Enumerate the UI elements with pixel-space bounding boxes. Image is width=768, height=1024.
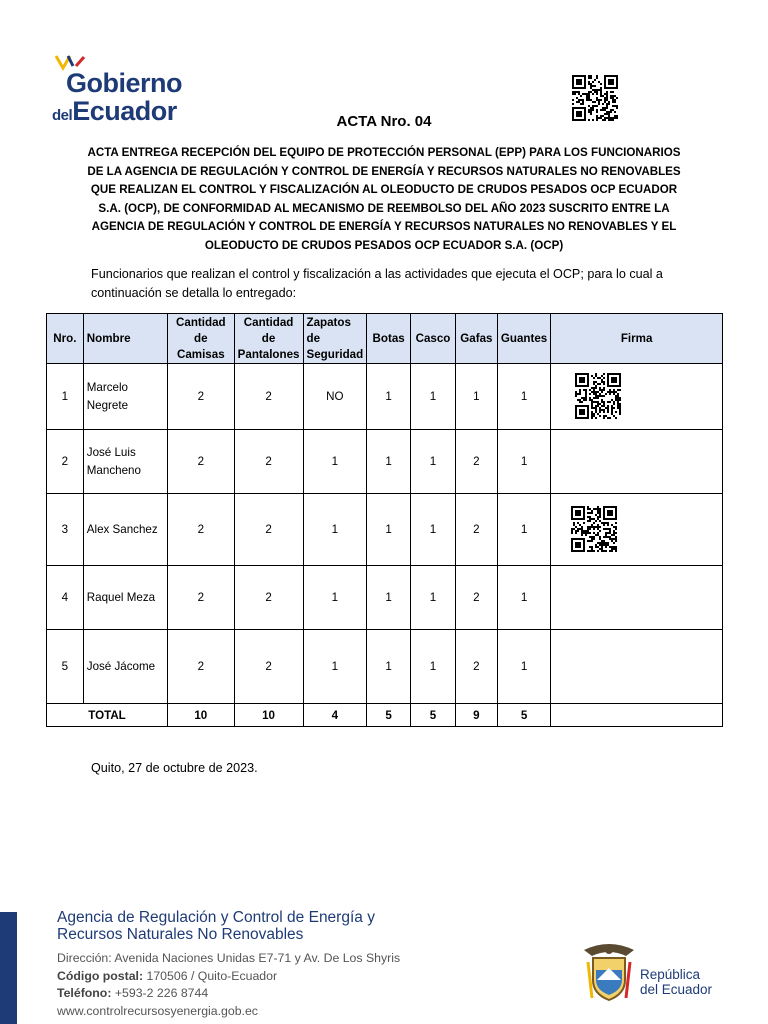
cell-botas: 1 xyxy=(367,566,411,630)
cell-nombre xyxy=(83,630,167,704)
cell-nro: 1 xyxy=(47,364,84,430)
nombre-line: José Luis xyxy=(86,445,136,459)
cell-casco: 1 xyxy=(411,566,456,630)
cell-zapatos: 1 xyxy=(303,566,367,630)
codigo-label: Código postal: xyxy=(57,968,144,983)
header-guantes: Guantes xyxy=(497,314,550,364)
cell-botas: 1 xyxy=(367,364,411,430)
cell-guantes: 1 xyxy=(497,494,550,566)
cell-nro: 3 xyxy=(47,494,84,566)
epp-table xyxy=(46,313,723,727)
cell-pantalones: 2 xyxy=(234,566,303,630)
agency-line1: Agencia de Regulación y Control de Energía y xyxy=(57,909,375,926)
signature-qr-icon xyxy=(575,373,621,421)
cell-zapatos: 1 xyxy=(303,630,367,704)
table-row xyxy=(47,494,723,566)
cell-botas: 1 xyxy=(367,430,411,494)
document-heading: ACTA ENTREGA RECEPCIÓN DEL EQUIPO DE PROTECCIÓN PERSONAL (EPP) PARA LOS FUNCIONARIOS DE LA AGENCIA DE REGULACIÓN Y CONTROL DE ENERGÍA Y RECURSOS NATURALES NO RENOVABLES QUE REALIZAN EL CONTROL Y FISCALIZACIÓN AL OLEODUCTO DE CRUDOS PESADOS OCP ECUADOR S.A. (OCP), DE CONFORMIDAD AL MECANISMO DE REEMBOLSO DEL AÑO 2023 SUSCRITO ENTRE LA AGENCIA DE REGULACIÓN Y CONTROL DE ENERGÍA Y RECURSOS NATURALES NO RENOVABLES Y EL OLEODUCTO DE CRUDOS PESADOS OCP ECUADOR S.A. (OCP) xyxy=(87,146,681,252)
cell-gafas: 1 xyxy=(455,364,497,430)
header-casco: Casco xyxy=(411,314,456,364)
cell-botas: 1 xyxy=(367,630,411,704)
total-label: TOTAL xyxy=(47,704,168,727)
table-row xyxy=(47,430,723,494)
cell-nombre xyxy=(83,566,167,630)
header-zapatos-l3: Seguridad xyxy=(306,347,364,361)
cell-guantes: 1 xyxy=(497,566,550,630)
logo-line2-big: Ecuador xyxy=(72,96,177,126)
cell-gafas: 2 xyxy=(455,494,497,566)
nombre-line: José Jácome xyxy=(86,659,156,673)
header-pantalones-l1: Cantidad xyxy=(243,315,294,329)
table-row xyxy=(47,364,723,430)
logo-line2-small: del xyxy=(52,107,73,124)
header-botas: Botas xyxy=(367,314,411,364)
cell-firma xyxy=(551,364,723,430)
header-camisas-l1: Cantidad xyxy=(176,315,226,329)
cell-camisas: 2 xyxy=(167,364,234,430)
telefono-value: +593-2 226 8744 xyxy=(111,986,209,1000)
table-row xyxy=(47,630,723,704)
cell-firma xyxy=(551,630,723,704)
header-pantalones xyxy=(234,314,303,364)
direccion: Dirección: Avenida Naciones Unidas E7-71 y Av. De Los Shyris xyxy=(57,951,401,965)
cell-firma xyxy=(551,430,723,494)
nombre-line: Negrete xyxy=(86,398,129,412)
coat-of-arms-icon xyxy=(580,940,638,1006)
total-firma xyxy=(551,704,723,727)
total-casco: 5 xyxy=(411,704,456,727)
codigo-postal xyxy=(57,968,400,986)
cell-camisas: 2 xyxy=(167,494,234,566)
contact-block xyxy=(57,950,400,1020)
republica-label xyxy=(640,967,712,997)
footer-bar xyxy=(0,912,17,1024)
nombre-line: Mancheno xyxy=(86,463,141,477)
nombre-line: Alex Sanchez xyxy=(86,522,158,536)
cell-nro: 5 xyxy=(47,630,84,704)
header-camisas-l3: Camisas xyxy=(176,347,225,361)
header-nombre: Nombre xyxy=(83,314,167,364)
cell-pantalones: 2 xyxy=(234,494,303,566)
nombre-line: Marcelo xyxy=(86,380,129,394)
header-zapatos-l1: Zapatos xyxy=(306,315,351,329)
cell-gafas: 2 xyxy=(455,566,497,630)
cell-casco: 1 xyxy=(411,630,456,704)
header-nro: Nro. xyxy=(47,314,84,364)
cell-gafas: 2 xyxy=(455,430,497,494)
header-zapatos-l2: de xyxy=(306,331,321,345)
cell-camisas: 2 xyxy=(167,566,234,630)
acta-title: ACTA Nro. 04 xyxy=(336,113,432,130)
cell-nombre xyxy=(83,364,167,430)
header-pantalones-l3: Pantalones xyxy=(237,347,300,361)
total-pantalones: 10 xyxy=(234,704,303,727)
republica-line2: del Ecuador xyxy=(640,982,713,997)
cell-guantes: 1 xyxy=(497,364,550,430)
cell-firma xyxy=(551,566,723,630)
cell-pantalones: 2 xyxy=(234,430,303,494)
cell-firma xyxy=(551,494,723,566)
cell-zapatos: 1 xyxy=(303,430,367,494)
logo-line1: Gobierno xyxy=(66,68,182,98)
total-botas: 5 xyxy=(367,704,411,727)
table-header-row xyxy=(47,314,723,364)
cell-guantes: 1 xyxy=(497,430,550,494)
cell-nombre xyxy=(83,494,167,566)
agency-name xyxy=(57,909,375,943)
intro-paragraph: Funcionarios que realizan el control y fiscalización a las actividades que ejecuta el OCP; para lo cual a continuación se detalla lo entregado: xyxy=(91,267,663,300)
total-guantes: 5 xyxy=(497,704,550,727)
header-firma: Firma xyxy=(551,314,723,364)
signature-qr-icon xyxy=(571,506,617,554)
header-pantalones-l2: de xyxy=(261,331,276,345)
telefono-label: Teléfono: xyxy=(57,986,112,1000)
cell-botas: 1 xyxy=(367,494,411,566)
cell-guantes: 1 xyxy=(497,630,550,704)
total-row xyxy=(47,704,723,727)
cell-nro: 2 xyxy=(47,430,84,494)
header-zapatos xyxy=(303,314,367,364)
header-camisas-l2: de xyxy=(194,331,208,345)
table-row xyxy=(47,566,723,630)
cell-zapatos: NO xyxy=(303,364,367,430)
cell-casco: 1 xyxy=(411,494,456,566)
republica-line1: República xyxy=(640,967,701,982)
cell-pantalones: 2 xyxy=(234,630,303,704)
total-zapatos: 4 xyxy=(303,704,367,727)
cell-casco: 1 xyxy=(411,364,456,430)
nombre-line: Raquel Meza xyxy=(86,590,156,604)
agency-line2: Recursos Naturales No Renovables xyxy=(57,926,304,943)
total-camisas: 10 xyxy=(167,704,234,727)
website-link[interactable]: www.controlrecursosyenergia.gob.ec xyxy=(57,1003,258,1018)
cell-nombre xyxy=(83,430,167,494)
telefono xyxy=(57,985,400,1003)
cell-zapatos: 1 xyxy=(303,494,367,566)
cell-nro: 4 xyxy=(47,566,84,630)
cell-camisas: 2 xyxy=(167,430,234,494)
cell-gafas: 2 xyxy=(455,630,497,704)
cell-camisas: 2 xyxy=(167,630,234,704)
cell-pantalones: 2 xyxy=(234,364,303,430)
cell-casco: 1 xyxy=(411,430,456,494)
codigo-value: 170506 / Quito-Ecuador xyxy=(143,968,278,983)
place-date: Quito, 27 de octubre de 2023. xyxy=(91,761,258,775)
total-gafas: 9 xyxy=(455,704,497,727)
header-gafas: Gafas xyxy=(455,314,497,364)
header-camisas xyxy=(167,314,234,364)
